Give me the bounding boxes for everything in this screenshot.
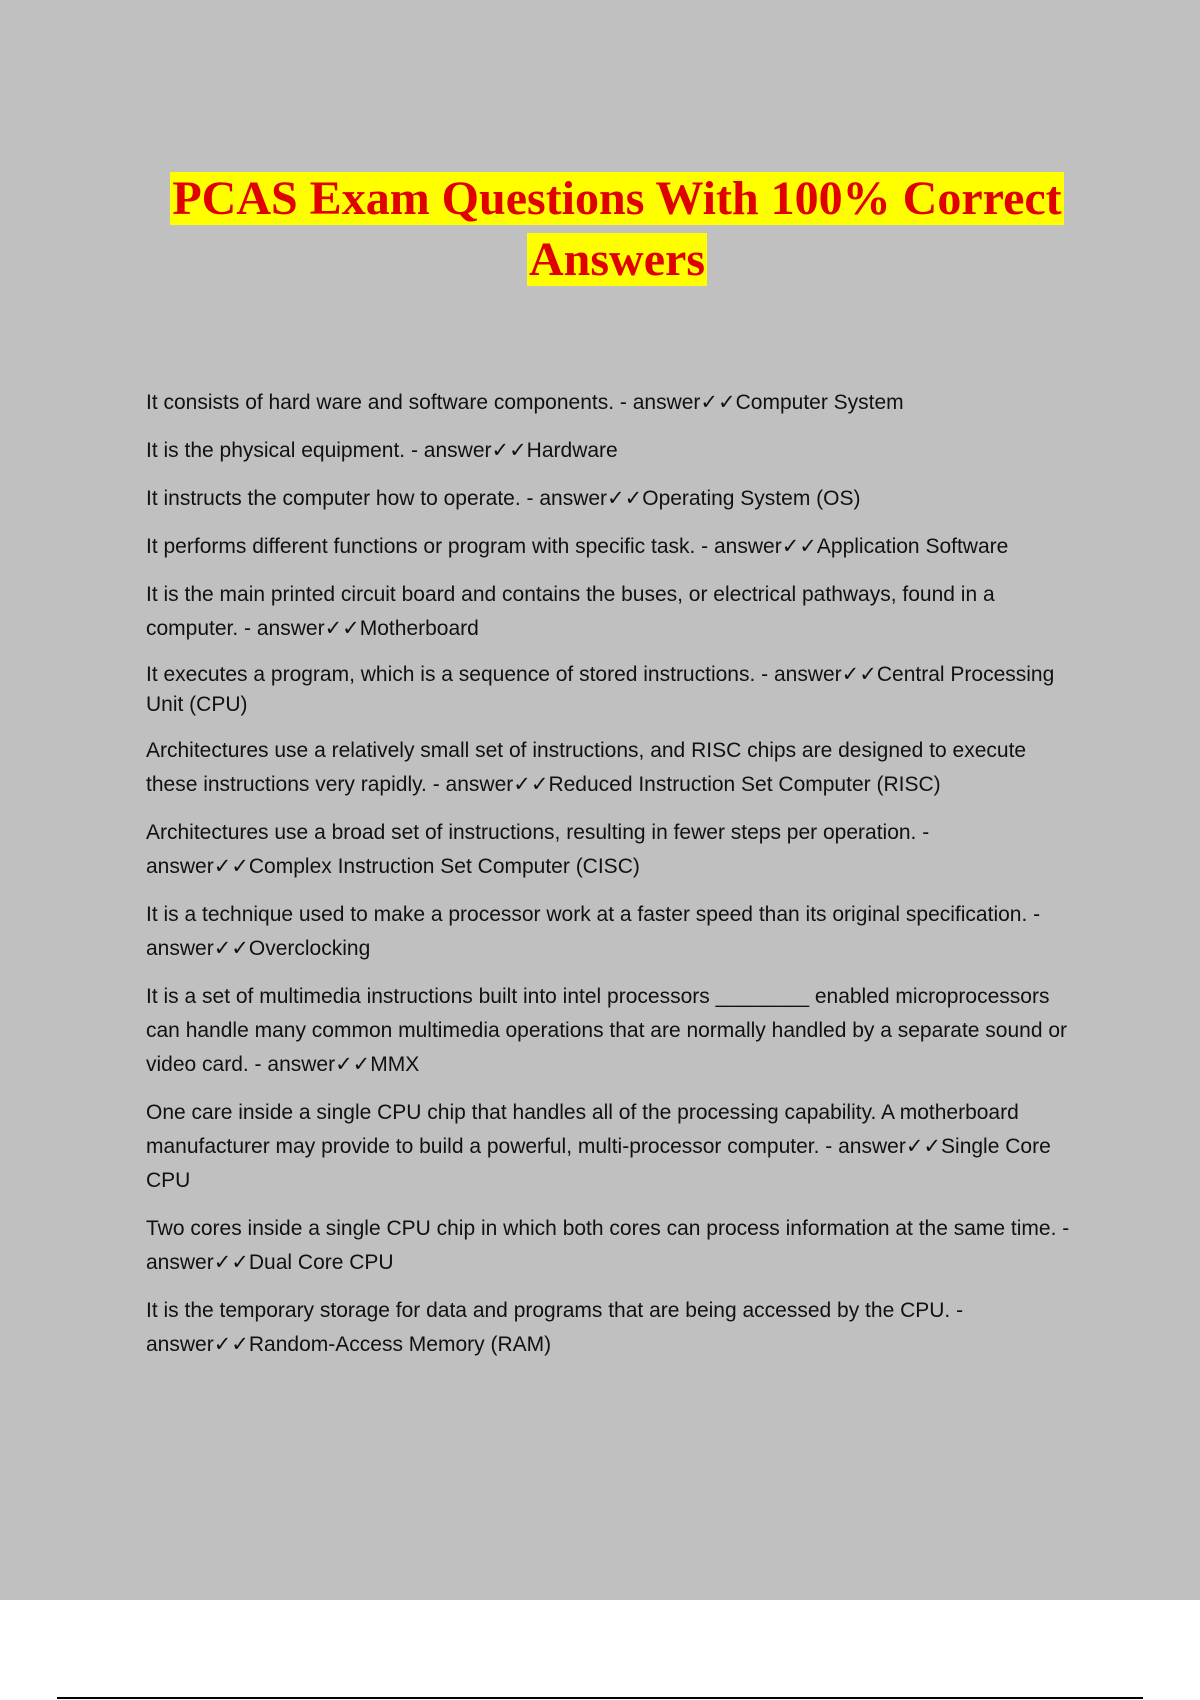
qa-item-5: It is the main printed circuit board and contains the buses, or electrical pathways, found in a computer. - answer✓✓Motherboard [146, 583, 995, 640]
document-title [0, 168, 1200, 290]
qa-item-3: It instructs the computer how to operate. - answer✓✓Operating System (OS) [146, 487, 861, 510]
qa-item-13: It is the temporary storage for data and programs that are being accessed by the CPU. - answer✓✓Random-Access Memory (RAM) [146, 1299, 964, 1356]
qa-item-7: Architectures use a relatively small set of instructions, and RISC chips are designed to execute these instructions very rapidly. - answer✓✓Reduced Instruction Set Computer (RISC) [146, 739, 1027, 796]
qa-item-9: It is a technique used to make a processor work at a faster speed than its original specification. - answer✓✓Overclocking [146, 903, 1041, 960]
qa-item-10: It is a set of multimedia instructions built into intel processors ________ enabled microprocessors can handle many common multimedia operations that are normally handled by a separate sound or video card. - answer✓✓MMX [146, 985, 1068, 1076]
qa-item-6: It executes a program, which is a sequence of stored instructions. - answer✓✓Central Processing Unit (CPU) [146, 663, 1055, 716]
footer-divider [57, 1697, 1143, 1699]
qa-item-4: It performs different functions or program with specific task. - answer✓✓Application Software [146, 535, 1009, 558]
title-line-1: PCAS Exam Questions With 100% Correct [172, 172, 1062, 225]
qa-item-12: Two cores inside a single CPU chip in which both cores can process information at the same time. - answer✓✓Dual Core CPU [146, 1217, 1070, 1274]
qa-item-1: It consists of hard ware and software components. - answer✓✓Computer System [146, 391, 904, 414]
title-line-2: Answers [529, 233, 705, 286]
qa-item-11: One care inside a single CPU chip that handles all of the processing capability. A motherboard manufacturer may provide to build a powerful, multi-processor computer. - answer✓✓Single Core CPU [146, 1101, 1051, 1192]
qa-item-2: It is the physical equipment. - answer✓✓Hardware [146, 439, 618, 462]
qa-item-8: Architectures use a broad set of instructions, resulting in fewer steps per operation. - answer✓✓Complex Instruction Set Computer (CISC) [146, 821, 930, 878]
question-answer-list [146, 386, 1081, 1376]
